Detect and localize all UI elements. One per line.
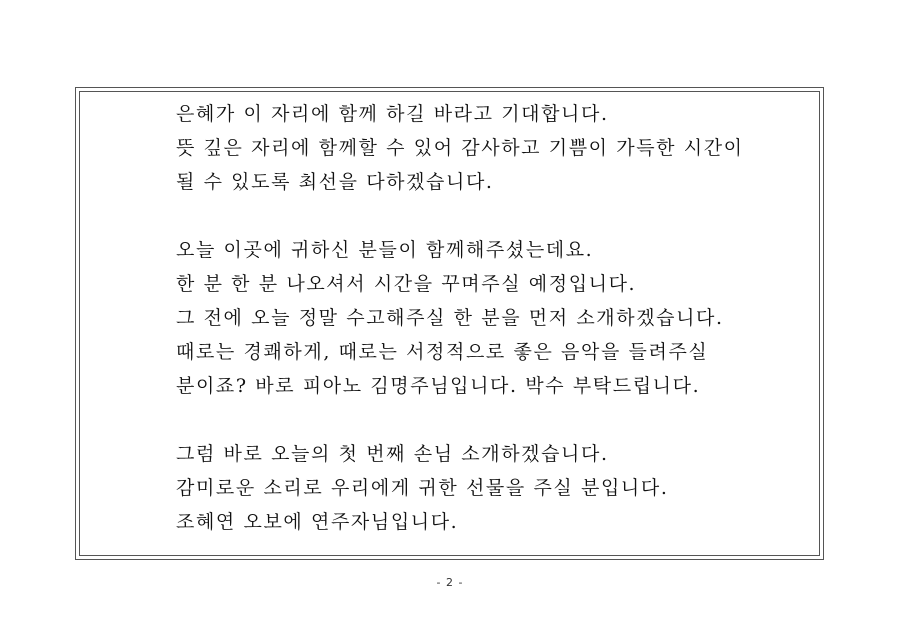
- paragraph-spacer: [176, 403, 816, 437]
- text-line: 감미로운 소리로 우리에게 귀한 선물을 주실 분입니다.: [176, 477, 669, 499]
- text-line: 조혜연 오보에 연주자님입니다.: [176, 511, 459, 533]
- paragraph-3: [176, 437, 816, 539]
- text-line: 때로는 경쾌하게, 때로는 서정적으로 좋은 음악을 들려주실: [176, 341, 709, 363]
- paragraph-spacer: [176, 199, 816, 233]
- paragraph-1: [176, 97, 816, 199]
- page-number: - 2 -: [436, 576, 464, 589]
- script-text-block: [176, 97, 816, 539]
- text-line: 한 분 한 분 나오셔서 시간을 꾸며주실 예정입니다.: [176, 273, 637, 295]
- text-line: 뜻 깊은 자리에 함께할 수 있어 감사하고 기쁨이 가득한 시간이: [176, 137, 744, 159]
- text-line: 될 수 있도록 최선을 다하겠습니다.: [176, 171, 494, 193]
- text-line: 분이죠? 바로 피아노 김명주님입니다. 박수 부탁드립니다.: [176, 375, 701, 397]
- paragraph-2: [176, 233, 816, 403]
- text-line: 은혜가 이 자리에 함께 하길 바라고 기대합니다.: [176, 103, 609, 125]
- text-line: 오늘 이곳에 귀하신 분들이 함께해주셨는데요.: [176, 239, 594, 261]
- text-line: 그 전에 오늘 정말 수고해주실 한 분을 먼저 소개하겠습니다.: [176, 307, 724, 329]
- text-line: 그럼 바로 오늘의 첫 번째 손님 소개하겠습니다.: [176, 443, 609, 465]
